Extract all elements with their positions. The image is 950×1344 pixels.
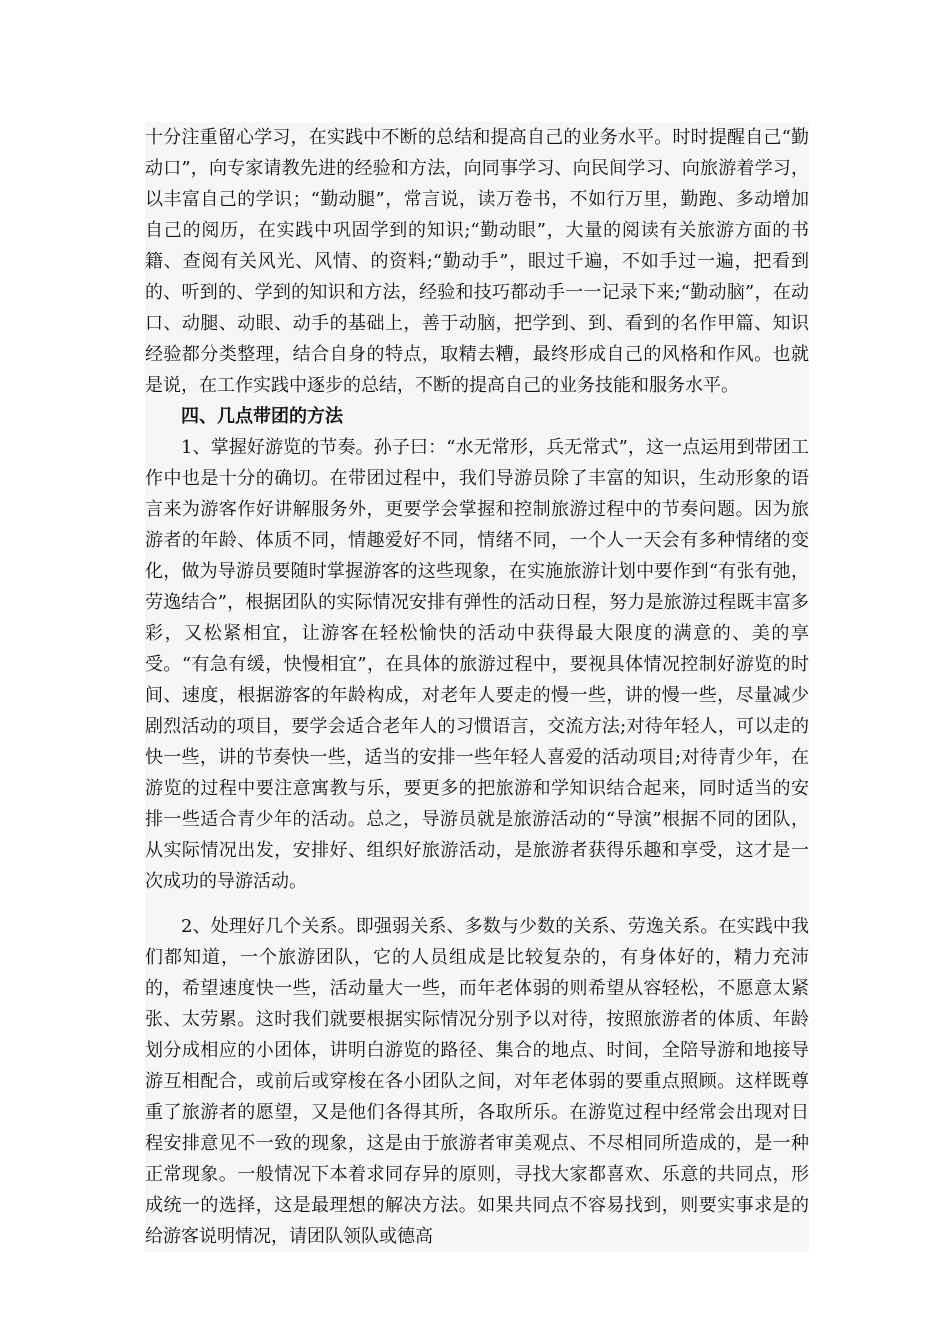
section-heading: 四、几点带团的方法 — [181, 406, 343, 427]
paragraph-relationships: 2、处理好几个关系。即强弱关系、多数与少数的关系、劳逸关系。在实践中我们都知道，一个旅游团队，它的人员组成是比较复杂的，有身体好的，精力充沛的，希望速度快一些，活动量大一些，而年老体弱的则希望从容轻松，不愿意太紧张、太劳累。这时我们就要根据实际情况分别予以对待，按照旅游者的体质、年龄划分成相应的小团体，讲明白游览的路径、集合的地点、时间，全陪导游和地接导游互相配合，或前后或穿梭在各小团队之间，对年老体弱的要重点照顾。这样既尊重了旅游者的愿望，又是他们各得其所，各取所乐。在游览过程中经常会出现对日程安排意见不一致的现象，这是由于旅游者审美观点、不尽相同所造成的，是一种正常现象。一般情况下本着求同存异的原则，寻找大家都喜欢、乐意的共同点，形成统一的选择，这是最理想的解决方法。如果共同点不容易找到，则要实事求是的给游客说明情况，请团队领队或德高 — [145, 916, 809, 1247]
document-body — [145, 122, 809, 1252]
paragraph-continuation: 十分注重留心学习，在实践中不断的总结和提高自己的业务水平。时时提醒自己“勤动口”，向专家请教先进的经验和方法，向同事学习、向民间学习、向旅游着学习，以丰富自己的学识；“勤动腿”，常言说，读万卷书，不如行万里，勤跑、多动增加自己的阅历，在实践中巩固学到的知识;“勤动眼”，大量的阅读有关旅游方面的书籍、查阅有关风光、风情、的资料;“勤动手”，眼过千遍，不如手过一遍，把看到的、听到的、学到的知识和方法，经验和技巧都动手一一记录下来;“勤动脑”，在动口、动腿、动眼、动手的基础上，善于动脑，把学到、到、看到的名作甲篇、知识经验都分类整理，结合自身的特点，取精去糟，最终形成自己的风格和作风。也就是说，在工作实践中逐步的总结，不断的提高自己的业务技能和服务水平。 — [145, 127, 809, 396]
paragraph-rhythm: 1、掌握好游览的节奏。孙子曰：“水无常形，兵无常式”，这一点运用到带团工作中也是十分的确切。在带团过程中，我们导游员除了丰富的知识，生动形象的语言来为游客作好讲解服务外，更要学会掌握和控制旅游过程中的节奏问题。因为旅游者的年龄、体质不同，情趣爱好不同，情绪不同，一个人一天会有多种情绪的变化，做为导游员要随时掌握游客的这些现象，在实施旅游计划中要作到“有张有弛，劳逸结合”，根据团队的实际情况安排有弹性的活动日程，努力是旅游过程既丰富多彩，又松紧相宜，让游客在轻松愉快的活动中获得最大限度的满意的、美的享受。“有急有缓，快慢相宜”，在具体的旅游过程中，要视具体情况控制好游览的时间、速度，根据游客的年龄构成，对老年人要走的慢一些，讲的慢一些，尽量减少剧烈活动的项目，要学会适合老年人的习惯语言，交流方法;对待年轻人，可以走的快一些，讲的节奏快一些，适当的安排一些年轻人喜爱的活动项目;对待青少年，在游览的过程中要注意寓教与乐，要更多的把旅游和学知识结合起来，同时适当的安排一些适合青少年的活动。总之，导游员就是旅游活动的“导演”根据不同的团队，从实际情况出发，安排好、组织好旅游活动，是旅游者获得乐趣和享受，这才是一次成功的导游活动。 — [145, 437, 809, 892]
